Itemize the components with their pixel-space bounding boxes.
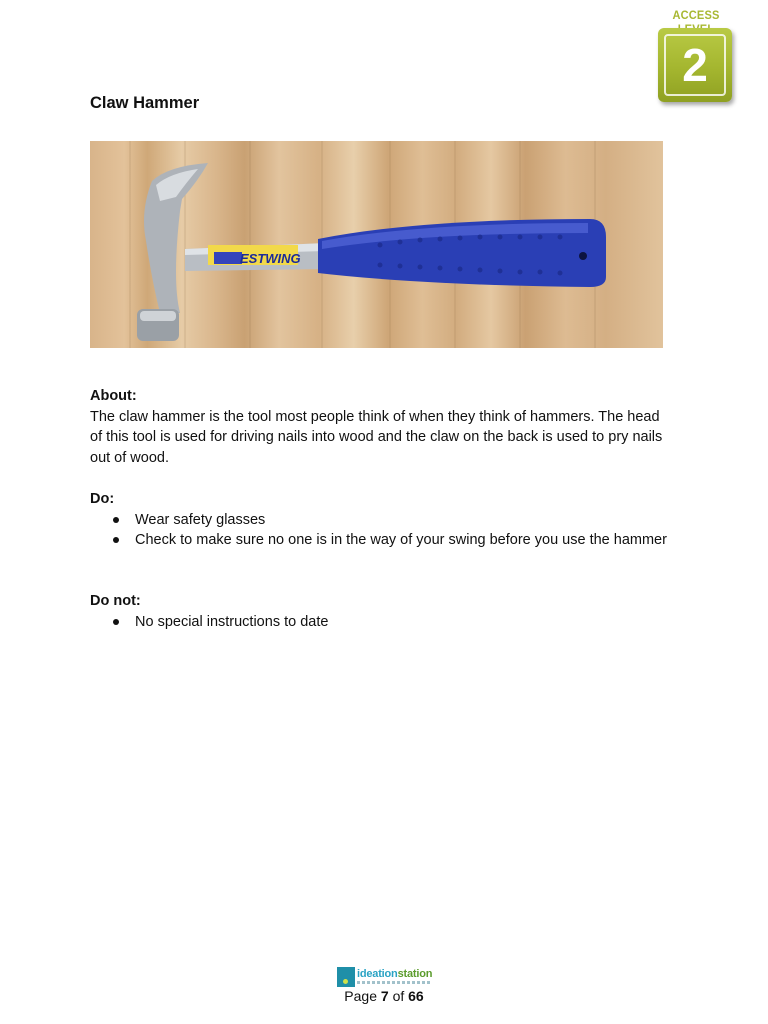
brand-label: ESTWING [240,251,301,266]
page-total: 66 [408,988,424,1004]
about-text: The claw hammer is the tool most people think of when they think of hammers. The head of this tool is used for driving nails into wood and the claw on the back is used to pry nails out of wood. [90,408,663,466]
list-item-text: Wear safety glasses [135,511,266,528]
page-of: of [392,988,405,1004]
page-number [0,988,768,1004]
do-not-heading: Do not: [90,593,141,609]
list-item [90,510,670,531]
access-level-number: 2 [664,34,726,96]
ideation-station-logo [337,967,433,987]
bullet-icon [113,619,119,625]
do-not-section [90,591,670,632]
bullet-icon [113,537,119,543]
about-section [90,386,670,468]
list-item [90,530,670,551]
do-list [90,510,670,551]
do-not-list [90,612,670,633]
access-level-label: ACCESS [672,8,720,22]
page-prefix: Page [344,988,377,1004]
logo-text-part2: station [397,968,433,980]
do-section [90,489,670,551]
logo-tagline [357,981,431,984]
page-title: Claw Hammer [90,94,200,112]
list-item-text: Check to make sure no one is in the way of your swing before you use the hammer [135,532,667,548]
access-level-box [658,28,732,102]
logo-text [357,968,432,980]
do-heading: Do: [90,491,115,507]
hammer-illustration [90,141,663,348]
page-current: 7 [380,988,389,1004]
bullet-icon [113,517,119,523]
logo-text-part1: ideation [357,968,398,980]
about-heading: About: [90,388,137,404]
access-level-badge [652,8,740,110]
list-item [90,612,670,633]
hammer-photo [90,141,663,348]
list-item-text: No special instructions to date [135,613,329,630]
logo-mark-icon [337,967,355,987]
